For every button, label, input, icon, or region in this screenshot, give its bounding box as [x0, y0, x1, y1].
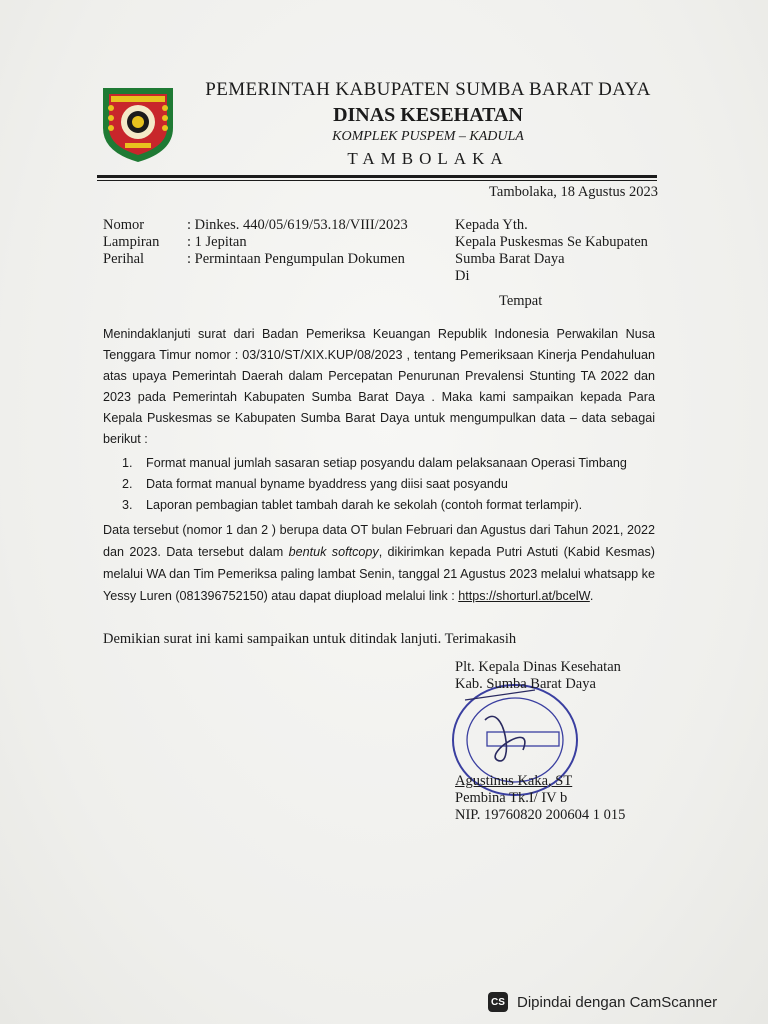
recipient-di: Di: [455, 268, 470, 284]
signature-block: [455, 659, 675, 824]
camscanner-watermark: [480, 980, 768, 1024]
details-end: .: [589, 589, 594, 603]
closing-sentence: Demikian surat ini kami sampaikan untuk ditindak lanjuti. Terimakasih: [103, 631, 517, 647]
nomor-label: Nomor: [103, 217, 145, 233]
letterhead-rule-thin: [97, 180, 657, 181]
list-item: [122, 474, 662, 495]
letterhead-city: TAMBOLAKA: [347, 149, 509, 168]
list-number: 3.: [122, 498, 133, 512]
letterhead-office: DINAS KESEHATAN: [333, 104, 523, 126]
list-text: Laporan pembagian tablet tambah darah ke sekolah (contoh format terlampir).: [146, 498, 583, 512]
request-list: [122, 453, 662, 516]
perihal-label: Perihal: [103, 251, 145, 267]
letterhead: [188, 79, 668, 170]
recipient-place: Tempat: [499, 293, 543, 309]
signer-title: Plt. Kepala Dinas Kesehatan: [455, 659, 621, 675]
list-number: 1.: [122, 456, 133, 470]
list-text: Format manual jumlah sasaran setiap posyandu dalam pelaksanaan Operasi Timbang: [146, 456, 627, 470]
list-item: [122, 495, 662, 516]
regency-crest-icon: [97, 82, 179, 164]
letterhead-rule-thick: [97, 175, 657, 178]
recipient-block: [455, 217, 665, 310]
lampiran-label: Lampiran: [103, 234, 160, 250]
signer-region: Kab. Sumba Barat Daya: [455, 676, 596, 692]
details-italic: bentuk softcopy: [288, 545, 379, 559]
recipient-title: Kepala Puskesmas Se Kabupaten: [455, 234, 648, 250]
signer-name: Agustinus Kaka, ST: [455, 773, 573, 789]
camscanner-icon: CS: [488, 992, 508, 1012]
list-item: [122, 453, 662, 474]
details-part2: , dikirimkan kepada Putri Astuti (Kabid Kesmas) melalui WA dan Tim Pemeriksa paling lambat Senin, tanggal 21 Agustus 2023 melalui whatsapp ke Yessy Luren (081396752150) atau dapat diupload melalui link :: [103, 545, 655, 603]
recipient-greeting: Kepada Yth.: [455, 217, 528, 233]
letter-date: Tambolaka, 18 Agustus 2023: [489, 184, 658, 200]
list-text: Data format manual byname byaddress yang diisi saat posyandu: [146, 477, 508, 491]
letterhead-government: PEMERINTAH KABUPATEN SUMBA BARAT DAYA: [205, 79, 651, 100]
perihal-value: : Permintaan Pengumpulan Dokumen: [187, 251, 405, 267]
letter-meta: [103, 217, 437, 268]
list-number: 2.: [122, 477, 133, 491]
paragraph-details: [103, 519, 655, 607]
recipient-region: Sumba Barat Daya: [455, 251, 565, 267]
upload-link[interactable]: https://shorturl.at/bcelW: [458, 589, 590, 603]
camscanner-text: Dipindai dengan CamScanner: [517, 993, 718, 1011]
nomor-value: : Dinkes. 440/05/619/53.18/VIII/2023: [187, 217, 408, 233]
signer-rank: Pembina Tk.I/ IV b: [455, 790, 568, 806]
letterhead-complex: KOMPLEK PUSPEM – KADULA: [332, 129, 524, 144]
paragraph-intro: Menindaklanjuti surat dari Badan Pemeriksa Keuangan Republik Indonesia Perwakilan Nusa Tenggara Timur nomor : 03/310/ST/XIX.KUP/08/2023 , tentang Pemeriksaan Kinerja Pendahuluan atas upaya Pemerintah Daerah dalam Percepatan Penurunan Prevalensi Stunting TA 2022 dan 2023 pada Pemerintah Kabupaten Sumba Barat Daya . Maka kami sampaikan kepada Para Kepala Puskesmas se Kabupaten Sumba Barat Daya untuk mengumpulkan data – data sebagai berikut :: [103, 327, 655, 446]
signer-nip: NIP. 19760820 200604 1 015: [455, 807, 626, 823]
details-part1: Data tersebut (nomor 1 dan 2 ) berupa data OT bulan Februari dan Agustus dari Tahun 2021, 2022 dan 2023. Data tersebut dalam: [103, 523, 655, 559]
lampiran-value: : 1 Jepitan: [187, 234, 247, 250]
